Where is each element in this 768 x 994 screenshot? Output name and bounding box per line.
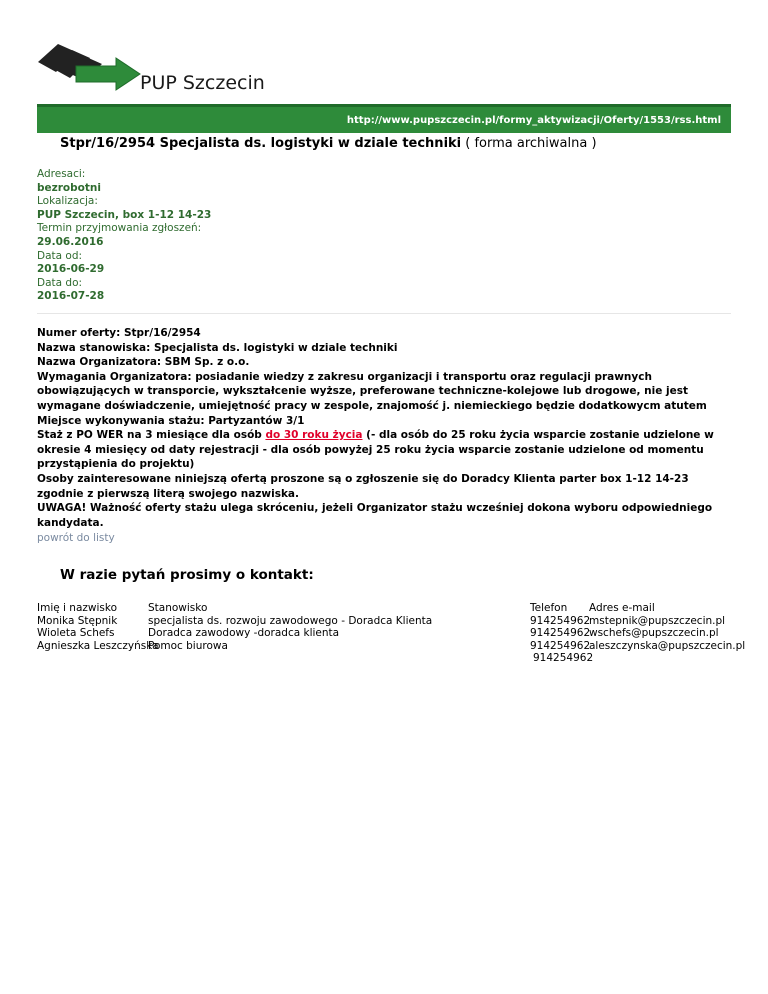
contact-position: Pomoc biurowa — [148, 639, 228, 652]
pup-logo-icon — [36, 40, 146, 95]
contact-email: mstepnik@pupszczecin.pl — [589, 614, 726, 627]
offer-title-suffix: ( forma archiwalna ) — [461, 136, 597, 151]
lokalizacja-label: Lokalizacja: — [37, 195, 98, 208]
data-do-label: Data do: — [37, 276, 83, 289]
termin-value: 29.06.2016 — [37, 235, 104, 248]
contact-email: wschefs@pupszczecin.pl — [589, 627, 719, 640]
brand-name: PUP Szczecin — [140, 72, 265, 94]
data-od-label: Data od: — [37, 249, 83, 262]
contact-emails-column — [589, 602, 768, 652]
internship-info — [37, 428, 727, 472]
contact-name: Agnieszka Leszczyńska — [37, 639, 159, 652]
data-do-value: 2016-07-28 — [37, 290, 105, 303]
position-header: Stanowisko — [148, 602, 208, 614]
contact-phone: 914254962 — [530, 614, 591, 627]
data-od-value: 2016-06-29 — [37, 263, 105, 276]
offer-title — [60, 136, 597, 151]
divider — [37, 313, 731, 314]
offer-number: Numer oferty: Stpr/16/2954 — [37, 327, 201, 339]
lokalizacja-value: PUP Szczecin, box 1-12 14-23 — [37, 208, 212, 221]
position-name: Nazwa stanowiska: Specjalista ds. logistyki w dziale techniki — [37, 341, 398, 354]
contact-name: Monika Stępnik — [37, 614, 118, 627]
organizer-requirements: Wymagania Organizatora: posiadanie wiedzy z zakresu organizacji i transportu oraz regulacji prawnych obowiązujących w transporcie, wykształcenie wyższe, preferowane techniczne-kolejowe lub drogowe, nie jest wymagane doświadczenie, umiejętność pracy w zespole, znajomość j. niemieckiego będzie dodatkowycm atutem — [37, 370, 707, 412]
contact-position: Doradca zawodowy -doradca klienta — [148, 627, 340, 640]
internship-info-pre: Staż z PO WER na 3 miesiące dla osób — [37, 429, 266, 442]
contact-position: specjalista ds. rozwoju zawodowego - Doradca Klienta — [148, 614, 433, 627]
age-highlight: do 30 roku życia — [265, 429, 363, 442]
application-instructions: Osoby zainteresowane niniejszą ofertą proszone są o zgłoszenie się do Doradcy Klienta parter box 1-12 14-23 zgodnie z pierwszą literą swojego nazwiska. — [37, 472, 689, 500]
email-header: Adres e-mail — [589, 602, 655, 614]
contact-heading: W razie pytań prosimy o kontakt: — [60, 567, 314, 583]
contact-positions-column — [148, 602, 448, 652]
contact-phone: 914254962 — [530, 627, 591, 640]
rss-url-link[interactable]: http://www.pupszczecin.pl/formy_aktywizacji/Oferty/1553/rss.html — [346, 115, 721, 126]
termin-label: Termin przyjmowania zgłoszeń: — [37, 222, 202, 235]
name-header: Imię i nazwisko — [37, 602, 118, 614]
phone-header: Telefon — [530, 602, 568, 614]
contact-email: aleszczynska@pupszczecin.pl — [589, 639, 746, 652]
contact-phone: 914254962 — [533, 652, 594, 665]
adresaci-label: Adresaci: — [37, 168, 86, 180]
internship-location: Miejsce wykonywania stażu: Partyzantów 3/1 — [37, 414, 305, 427]
offer-title-main: Stpr/16/2954 Specjalista ds. logistyki w dziale techniki — [60, 136, 462, 151]
back-to-list-link[interactable]: powrót do listy — [37, 532, 115, 544]
contact-name: Wioleta Schefs — [37, 627, 115, 640]
offer-meta — [37, 168, 211, 304]
contact-phones-column — [530, 602, 594, 665]
organizer-name: Nazwa Organizatora: SBM Sp. z o.o. — [37, 356, 250, 369]
contact-phone: 914254962 — [530, 639, 591, 652]
url-bar — [37, 104, 731, 133]
internship-info-post: (- dla osób do 25 roku życia wsparcie zostanie udzielone w okresie 4 miesięcy od daty rejestracji - dla osób powyżej 25 roku życia wsparcie zostanie udzielone od momentu przystąpienia do projektu) — [37, 429, 714, 471]
validity-warning: UWAGA! Ważność oferty stażu ulega skróceniu, jeżeli Organizator stażu wcześniej dokona wyboru odpowiedniego kandydata. — [37, 502, 713, 529]
adresaci-value: bezrobotni — [37, 181, 101, 194]
contact-names-column — [37, 602, 159, 652]
offer-description — [37, 326, 727, 530]
